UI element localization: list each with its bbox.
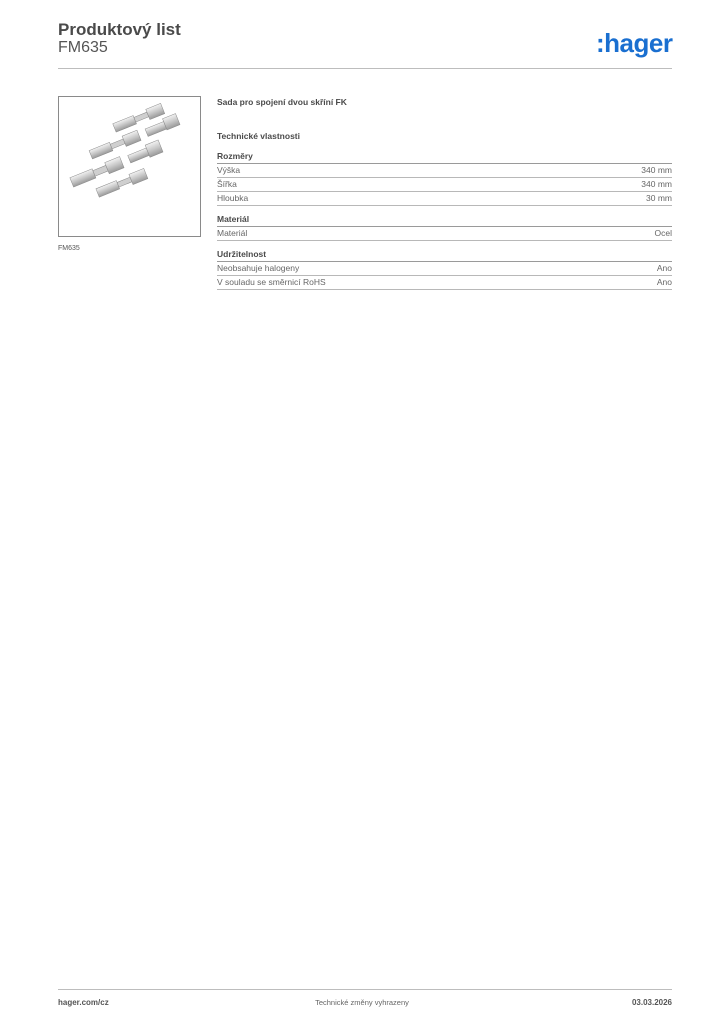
group-title: Udržitelnost xyxy=(217,249,672,262)
footer-date: 03.03.2026 xyxy=(631,998,672,1007)
row-label: Šířka xyxy=(217,179,237,189)
footer-disclaimer: Technické změny vyhrazeny xyxy=(315,998,409,1007)
group-title: Materiál xyxy=(217,214,672,227)
table-row xyxy=(217,227,672,241)
connector-set-icon xyxy=(59,97,200,236)
row-value: 340 mm xyxy=(641,165,672,175)
group-title: Rozměry xyxy=(217,151,672,164)
row-value: Ocel xyxy=(654,228,672,238)
group-dimensions xyxy=(217,151,672,206)
hager-logo: :hager xyxy=(596,28,673,58)
product-image xyxy=(58,96,201,237)
row-label: V souladu se směrnicí RoHS xyxy=(217,277,326,287)
tech-heading: Technické vlastnosti xyxy=(217,131,300,141)
table-row xyxy=(217,164,672,178)
footer-divider xyxy=(58,989,672,990)
table-row xyxy=(217,192,672,206)
row-label: Materiál xyxy=(217,228,248,238)
row-value: 340 mm xyxy=(641,179,672,189)
row-value: Ano xyxy=(656,263,672,273)
row-label: Výška xyxy=(217,165,241,175)
footer-website: hager.com/cz xyxy=(58,998,109,1007)
product-details xyxy=(217,96,672,290)
row-value: Ano xyxy=(656,277,672,287)
table-row xyxy=(217,276,672,290)
group-sustainability xyxy=(217,249,672,290)
header-divider xyxy=(58,68,672,69)
image-caption: FM635 xyxy=(58,245,80,252)
page-title: Produktový list xyxy=(58,20,181,39)
product-name: Sada pro spojení dvou skříní FK xyxy=(217,97,347,107)
row-label: Neobsahuje halogeny xyxy=(217,263,300,273)
row-label: Hloubka xyxy=(217,193,249,203)
group-material xyxy=(217,214,672,241)
table-row xyxy=(217,178,672,192)
product-code: FM635 xyxy=(58,39,108,56)
table-row xyxy=(217,262,672,276)
row-value: 30 mm xyxy=(646,193,672,203)
